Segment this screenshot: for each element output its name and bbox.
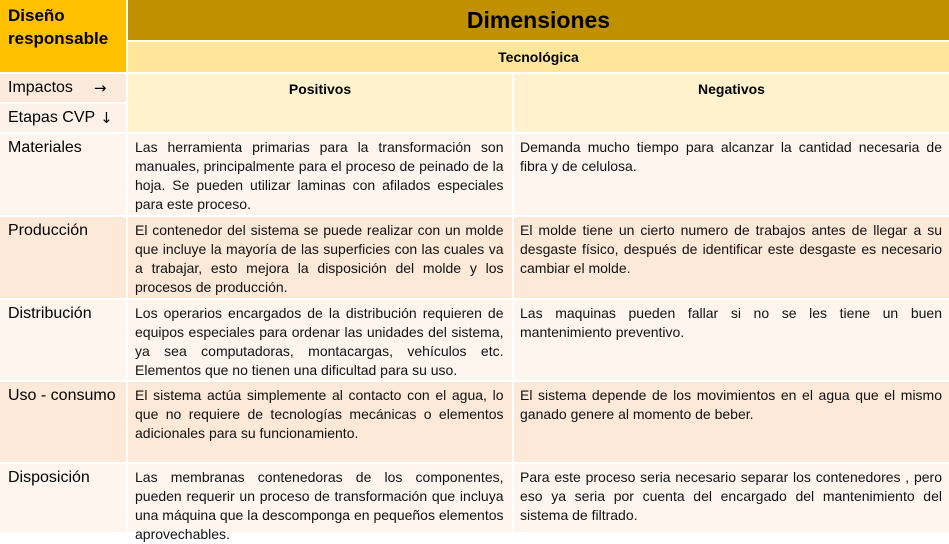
arrow-right-icon: → (93, 79, 107, 97)
impacts-axis-label: Impactos (8, 79, 73, 96)
row-produccion-positive: El contenedor del sistema se puede realizar con un molde que incluye la mayoría de las superficies con las cuales va a trabajar, esto mejora la disposición del molde y los procesos de producción. (128, 217, 512, 298)
row-materiales-positive: Las herramienta primarias para la transformación son manuales, principalmente para el proceso de peinado de la hoja. Se pueden utilizar laminas con afilados especiales para este proceso. (128, 134, 512, 215)
arrow-down-icon: ↓ (100, 109, 113, 127)
row-disposicion-positive: Las membranas contenedoras de los componentes, pueden requerir un proceso de transformación que incluya una máquina que la descomponga en pequeños elementos aprovechables. (128, 464, 512, 532)
row-disposicion-stage: Disposición (0, 464, 126, 532)
stages-axis-cell (0, 104, 126, 132)
row-distribucion-positive: Los operarios encargados de la distribución requieren de equipos especiales para ordenar las unidades del sistema, ya sea computadoras, montacargas, vehículos etc. Elementos que no tienen una dificultad para su uso. (128, 300, 512, 380)
row-materiales-negative: Demanda mucho tiempo para alcanzar la cantidad necesaria de fibra y de celulosa. (514, 134, 949, 215)
row-produccion-stage: Producción (0, 217, 126, 298)
row-uso-consumo-stage: Uso - consumo (0, 382, 126, 462)
row-produccion-negative: El molde tiene un cierto numero de trabajos antes de llegar a su desgaste físico, después de identificar este desgaste es necesario cambiar el molde. (514, 217, 949, 298)
dimensions-title: Dimensiones (128, 0, 949, 40)
row-materiales-stage: Materiales (0, 134, 126, 215)
positive-impacts-header: Positivos (128, 74, 512, 132)
row-distribucion-negative: Las maquinas pueden fallar si no se les tiene un buen mantenimiento preventivo. (514, 300, 949, 380)
negative-impacts-header: Negativos (514, 74, 949, 132)
row-distribucion-stage: Distribución (0, 300, 126, 380)
stages-axis-label: Etapas CVP (8, 109, 96, 126)
impacts-axis-cell (0, 74, 126, 102)
dimension-label: Tecnológica (128, 42, 949, 72)
corner-title: Diseño responsable (0, 0, 126, 72)
row-uso-consumo-negative: El sistema depende de los movimientos en el agua que el mismo ganado genere al momento de beber. (514, 382, 949, 462)
row-disposicion-negative: Para este proceso seria necesario separar los contenedores , pero eso ya seria por cuenta del encargado del mantenimiento del sistema de filtrado. (514, 464, 949, 532)
row-uso-consumo-positive: El sistema actúa simplemente al contacto con el agua, lo que no requiere de tecnologías mecánicas o elementos adicionales para su funcionamiento. (128, 382, 512, 462)
